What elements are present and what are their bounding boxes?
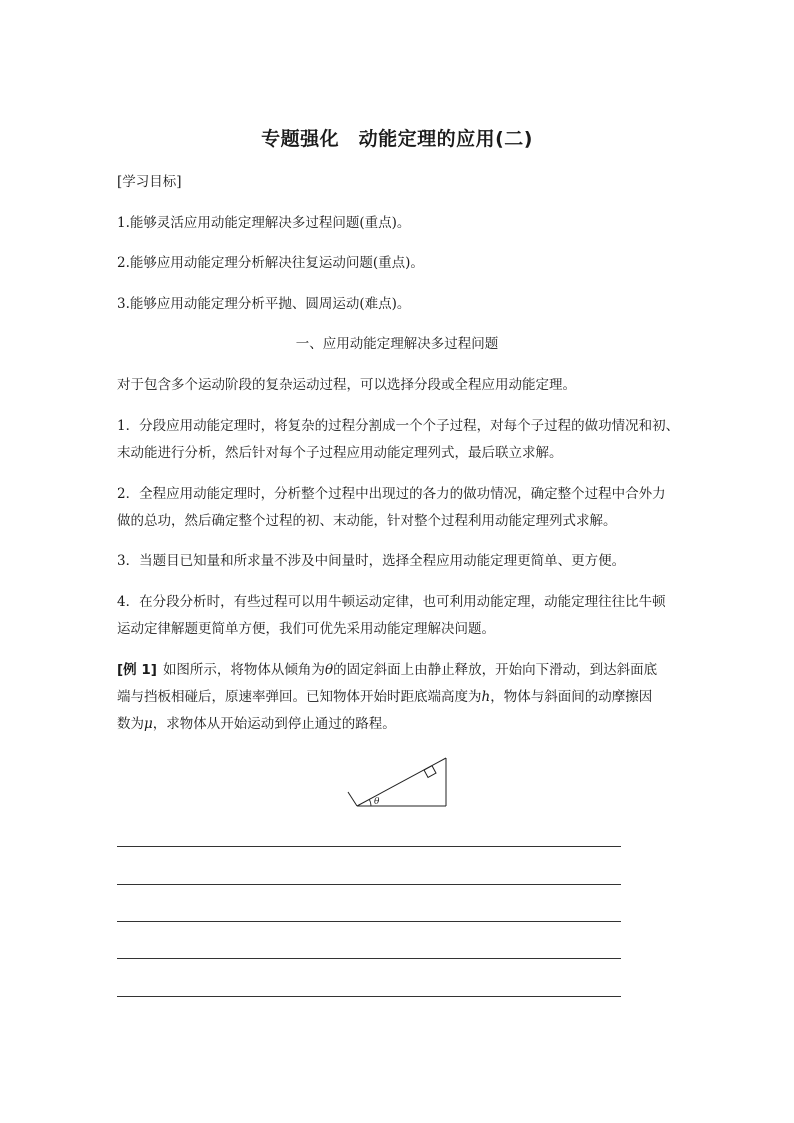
- point-1-line-2: 末动能进行分析，然后针对每个子过程应用动能定理列式，最后联立求解。: [117, 445, 563, 461]
- objective-3: 3.能够应用动能定理分析平抛、圆周运动(难点)。: [117, 296, 411, 312]
- objective-1: 1.能够灵活应用动能定理解决多过程问题(重点)。: [117, 215, 411, 231]
- example-text: ，求物体从开始运动到停止通过的路程。: [152, 716, 396, 732]
- example-text: 如图所示，将物体从倾角为: [162, 662, 325, 678]
- answer-line: [117, 921, 621, 922]
- point-4-line-1: 4．在分段分析时，有些过程可以用牛顿运动定律，也可利用动能定理，动能定理往往比牛顿: [117, 594, 666, 610]
- point-3-line-1: 3．当题目已知量和所求量不涉及中间量时，选择全程应用动能定理更简单、更方便。: [117, 553, 626, 569]
- answer-line: [117, 996, 621, 997]
- example-tag: [例 1]: [117, 662, 157, 678]
- section-heading: 一、应用动能定理解决多过程问题: [295, 336, 499, 352]
- example-text: 数为: [117, 716, 144, 732]
- answer-line: [117, 958, 621, 959]
- answer-line: [117, 846, 621, 847]
- incline-figure: [340, 752, 455, 812]
- block-shape: [424, 766, 436, 778]
- point-2-line-2: 做的总功，然后确定整个过程的初、末动能，针对整个过程利用动能定理列式求解。: [117, 513, 617, 529]
- height-symbol: h: [481, 689, 491, 705]
- incline-surface-line: [357, 758, 446, 806]
- objective-2: 2.能够应用动能定理分析解决往复运动问题(重点)。: [117, 255, 424, 271]
- point-4-line-2: 运动定律解题更简单方便，我们可优先采用动能定理解决问题。: [117, 621, 495, 637]
- example-text: ，物体与斜面间的动摩擦因: [490, 689, 653, 705]
- mu-symbol: μ: [144, 716, 153, 732]
- intro-paragraph: 对于包含多个运动阶段的复杂运动过程，可以选择分段或全程应用动能定理。: [117, 377, 576, 393]
- example-line-3: [117, 714, 687, 734]
- theta-symbol: θ: [324, 662, 334, 678]
- baffle-line: [348, 792, 357, 806]
- example-text: 端与挡板相碰后，原速率弹回。已知物体开始时距底端高度为: [117, 689, 482, 705]
- point-1-line-1: 1．分段应用动能定理时，将复杂的过程分割成一个个子过程，对每个子过程的做功情况和初、: [117, 418, 680, 434]
- example-line-2: [117, 687, 687, 707]
- example-line-1: [117, 660, 687, 680]
- answer-line: [117, 884, 621, 885]
- angle-label: θ: [374, 797, 380, 807]
- angle-arc: [369, 799, 371, 806]
- objectives-label: [学习目标]: [117, 174, 182, 190]
- example-text: 的固定斜面上由静止释放，开始向下滑动，到达斜面底: [333, 662, 658, 678]
- page-title: 专题强化 动能定理的应用(二): [261, 128, 533, 150]
- point-2-line-1: 2．全程应用动能定理时，分析整个过程中出现过的各力的做功情况，确定整个过程中合外力: [117, 486, 666, 502]
